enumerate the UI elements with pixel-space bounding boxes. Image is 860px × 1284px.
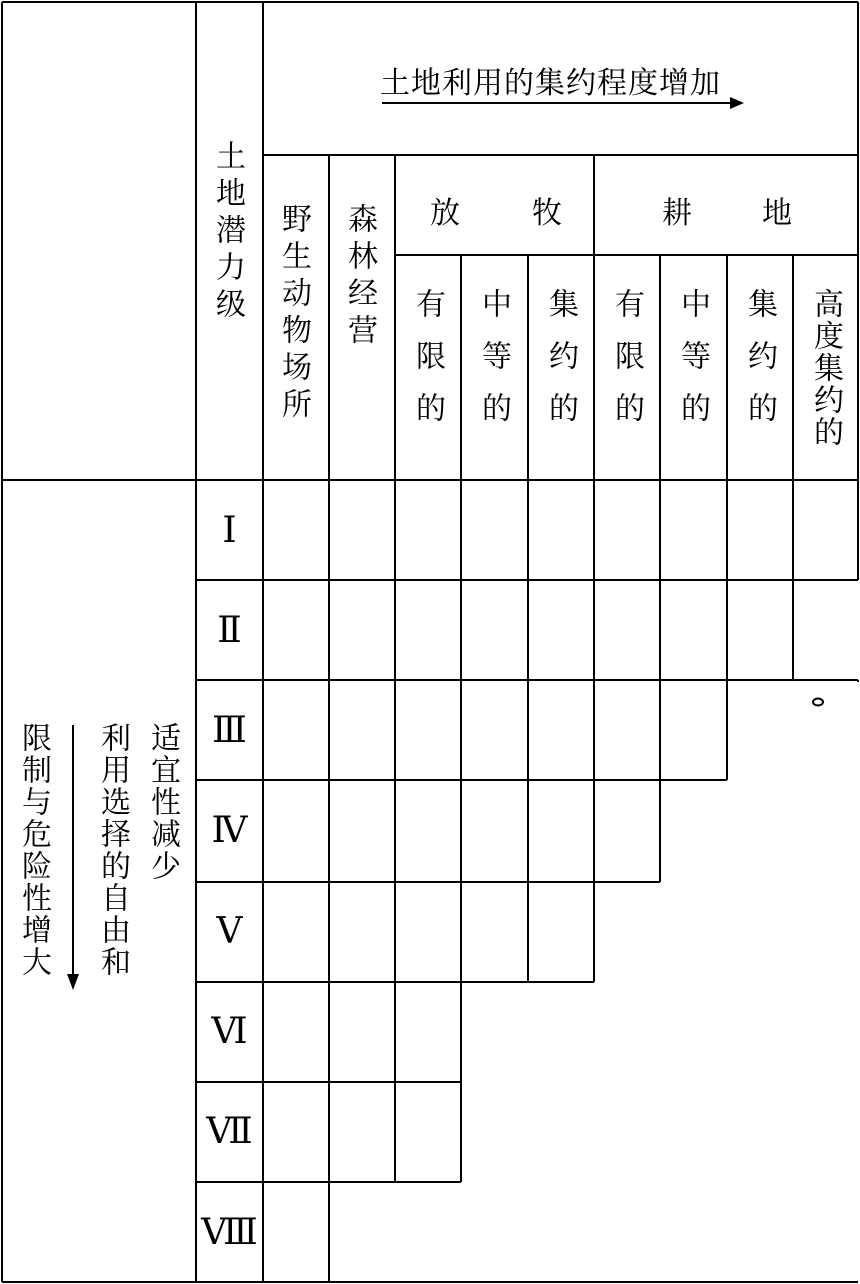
grazing-moderate: 中等的: [476, 288, 511, 444]
stray-mark: [813, 699, 823, 706]
cultivation-moderate: 中等的: [675, 288, 710, 444]
column-group-grazing: [430, 188, 562, 232]
cultivation-very-intensive: 高度集约的: [808, 288, 843, 448]
column-group-cultivation: [662, 188, 792, 232]
grazing-label-2: 牧: [532, 196, 562, 231]
class-3: Ⅲ: [212, 710, 246, 751]
intensity-arrow-label: 土地利用的集约程度增加: [380, 66, 721, 101]
class-2: Ⅱ: [217, 610, 241, 651]
class-8: Ⅷ: [201, 1212, 257, 1253]
grazing-intensive: 集约的: [543, 288, 578, 444]
grazing-label-1: 放: [430, 196, 460, 231]
cultivation-limited: 有限的: [609, 288, 644, 444]
class-1: Ⅰ: [222, 510, 236, 551]
column-forest: 森林经营: [342, 203, 377, 351]
hazard-arrow: [67, 725, 79, 990]
land-capability-class-header: 土地潜力级: [210, 140, 245, 325]
hazard-increases-label: 限制与危险性增大: [16, 722, 51, 978]
choice-freedom-label: 利用选择的自由和: [95, 722, 130, 978]
cultivation-label-2: 地: [762, 196, 792, 231]
cultivation-label-1: 耕: [662, 196, 692, 231]
class-7: Ⅶ: [206, 1111, 252, 1152]
class-4: Ⅳ: [211, 810, 247, 851]
class-5: Ⅴ: [216, 911, 242, 952]
class-6: Ⅵ: [211, 1011, 247, 1052]
grazing-limited: 有限的: [410, 288, 445, 444]
cultivation-intensive: 集约的: [742, 288, 777, 444]
column-wildlife: 野生动物场所: [276, 203, 311, 425]
suitability-decreases-label: 适宜性减少: [145, 722, 180, 882]
